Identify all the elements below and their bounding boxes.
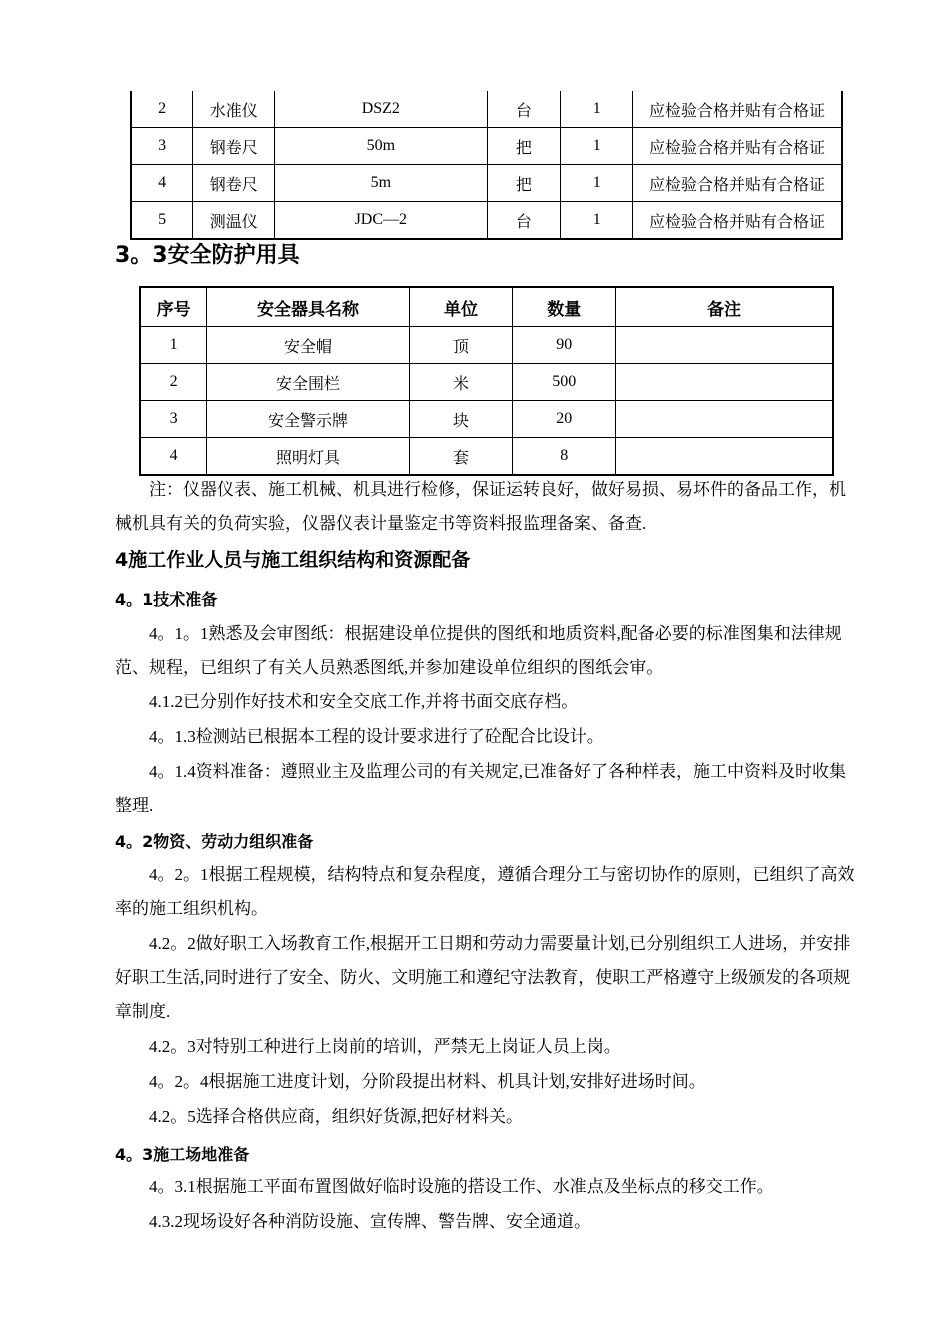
paragraph-4-3-1: 4。3.1根据施工平面布置图做好临时设施的搭设工作、水准点及坐标点的移交工作。 — [149, 1177, 774, 1196]
table-cell: 500 — [513, 364, 616, 401]
table-cell — [616, 327, 833, 364]
paragraph-4-1-1: 4。1。1熟悉及会审图纸：根据建设单位提供的图纸和地质资料,配备必要的标准图集和法律规范、规程，已组织了有关人员熟悉图纸,并参加建设单位组织的图纸会审。 — [115, 624, 842, 677]
table-cell: 安全警示牌 — [207, 401, 409, 438]
table-cell: 台 — [487, 91, 561, 128]
table-cell: 应检验合格并贴有合格证 — [633, 202, 842, 240]
table-row — [131, 165, 842, 202]
table-row — [140, 364, 833, 401]
table-cell: 米 — [409, 364, 513, 401]
table-cell: 安全围栏 — [207, 364, 409, 401]
section-heading-4-1: 4。1技术准备 — [115, 590, 218, 609]
paragraph-4-1-3: 4。1.3检测站已根据本工程的设计要求进行了砼配合比设计。 — [149, 727, 604, 746]
safety-equipment-table — [139, 286, 834, 476]
table-cell: 钢卷尺 — [193, 128, 275, 165]
table-cell: 1 — [561, 128, 633, 165]
table-row — [131, 128, 842, 165]
paragraph-4-2-2: 4.2。2做好职工入场教育工作,根据开工日期和劳动力需要量计划,已分别组织工人进场，并安排好职工生活,同时进行了安全、防火、文明施工和遵纪守法教育，使职工严格遵守上级颁发的各项规章制度. — [115, 934, 851, 1021]
table-cell: 5 — [131, 202, 193, 240]
table-cell: 水准仪 — [193, 91, 275, 128]
paragraph-4-2-5: 4.2。5选择合格供应商，组织好货源,把好材料关。 — [149, 1107, 523, 1126]
column-header: 单位 — [409, 287, 513, 327]
table-row — [131, 91, 842, 128]
table-cell: 1 — [561, 165, 633, 202]
section-heading-4: 4施工作业人员与施工组织结构和资源配备 — [115, 549, 471, 571]
column-header: 数量 — [513, 287, 616, 327]
column-header: 序号 — [140, 287, 207, 327]
table-cell: 应检验合格并贴有合格证 — [633, 91, 842, 128]
table-cell: 安全帽 — [207, 327, 409, 364]
paragraph-4-3-2: 4.3.2现场设好各种消防设施、宣传牌、警告牌、安全通道。 — [149, 1212, 591, 1231]
table-cell: 8 — [513, 438, 616, 476]
table-cell: 50m — [275, 128, 487, 165]
paragraph-4-2-3: 4.2。3对特别工种进行上岗前的培训，严禁无上岗证人员上岗。 — [149, 1037, 621, 1056]
table-cell — [616, 364, 833, 401]
table-cell: 钢卷尺 — [193, 165, 275, 202]
note-paragraph: 注：仪器仪表、施工机械、机具进行检修，保证运转良好，做好易损、易坏件的备品工作，机械机具有关的负荷实验，仪器仪表计量鉴定书等资料报监理备案、备查. — [115, 480, 846, 533]
table-cell: 1 — [561, 202, 633, 240]
table-cell: 应检验合格并贴有合格证 — [633, 165, 842, 202]
table-cell: 顶 — [409, 327, 513, 364]
table-cell: JDC—2 — [275, 202, 487, 240]
table-cell: 块 — [409, 401, 513, 438]
table-cell: 照明灯具 — [207, 438, 409, 476]
table-cell: 2 — [140, 364, 207, 401]
table-cell — [616, 401, 833, 438]
table-cell: 4 — [140, 438, 207, 476]
paragraph-4-1-2: 4.1.2已分别作好技术和安全交底工作,并将书面交底存档。 — [149, 692, 579, 711]
paragraph-4-2-1: 4。2。1根据工程规模，结构特点和复杂程度，遵循合理分工与密切协作的原则，已组织了高效率的施工组织机构。 — [115, 865, 855, 918]
table-cell: 测温仪 — [193, 202, 275, 240]
table-row — [140, 401, 833, 438]
table-cell: 3 — [140, 401, 207, 438]
table-cell: 把 — [487, 128, 561, 165]
table-cell: 4 — [131, 165, 193, 202]
section-heading-3-3: 3。3安全防护用具 — [115, 243, 300, 268]
paragraph-4-2-4: 4。2。4根据施工进度计划，分阶段提出材料、机具计划,安排好进场时间。 — [149, 1072, 706, 1091]
table-cell: 应检验合格并贴有合格证 — [633, 128, 842, 165]
table-cell: DSZ2 — [275, 91, 487, 128]
table-cell: 1 — [561, 91, 633, 128]
table-cell: 20 — [513, 401, 616, 438]
table-cell: 2 — [131, 91, 193, 128]
table-cell: 3 — [131, 128, 193, 165]
section-heading-4-3: 4。3施工场地准备 — [115, 1145, 250, 1164]
table-cell: 把 — [487, 165, 561, 202]
instrument-table — [130, 91, 843, 240]
table-cell: 套 — [409, 438, 513, 476]
table-row — [140, 327, 833, 364]
table-header-row — [140, 287, 833, 327]
paragraph-4-1-4: 4。1.4资料准备：遵照业主及监理公司的有关规定,已准备好了各种样表，施工中资料及时收集整理. — [115, 762, 846, 815]
table-cell — [616, 438, 833, 476]
column-header: 安全器具名称 — [207, 287, 409, 327]
table-cell: 5m — [275, 165, 487, 202]
section-heading-4-2: 4。2物资、劳动力组织准备 — [115, 832, 314, 851]
table-cell: 1 — [140, 327, 207, 364]
table-cell: 台 — [487, 202, 561, 240]
column-header: 备注 — [616, 287, 833, 327]
table-row — [131, 202, 842, 240]
table-cell: 90 — [513, 327, 616, 364]
table-row — [140, 438, 833, 476]
